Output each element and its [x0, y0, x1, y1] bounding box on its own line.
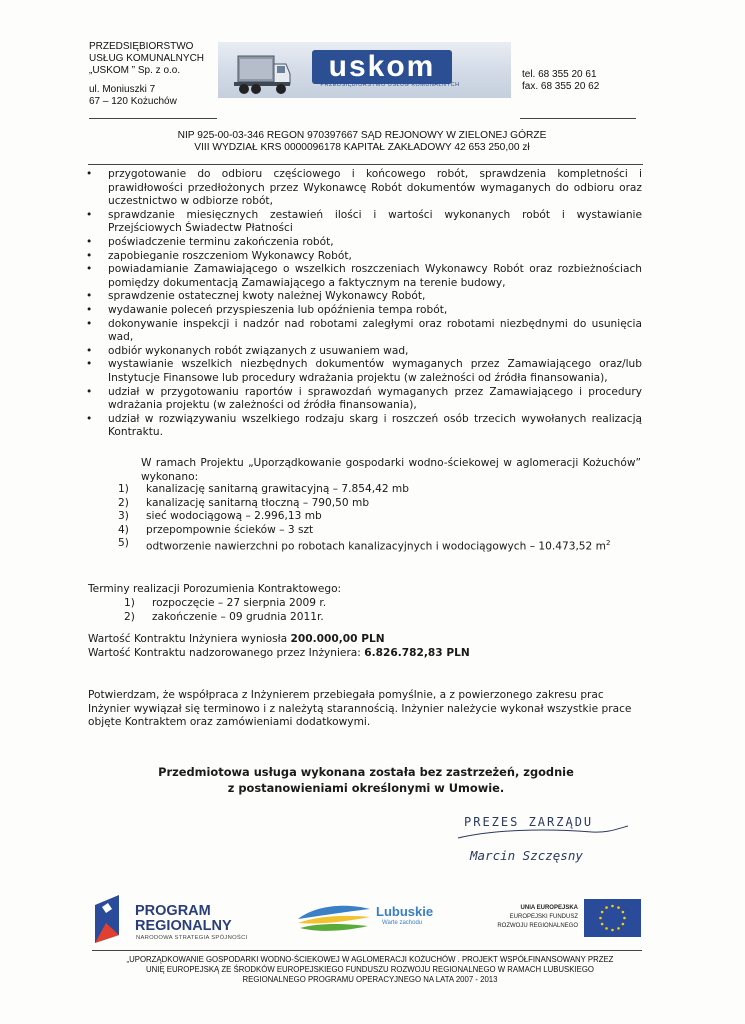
project-intro: W ramach Projektu „Uporządkowanie gospodarki wodno-ściekowej w aglomeracji Kożuchów” wykonano:	[141, 457, 641, 483]
footer-line: „UPORZĄDKOWANIE GOSPODARKI WODNO-ŚCIEKOWEJ W AGLOMERACJI KOŻUCHÓW . PROJEKT WSPÓŁFINANSOWANY PRZEZ	[126, 955, 614, 964]
header-rule-right	[520, 118, 636, 119]
list-item: • poświadczenie terminu zakończenia robót,	[84, 236, 642, 250]
list-item: • udział w rozwiązywaniu wszelkiego rodzaju skarg i roszczeń osób trzecich wywołanych realizacją Kontraktu.	[84, 413, 642, 440]
lubuskie-logo-subtitle: Warte zachodu	[382, 920, 423, 926]
list-item: • dokonywanie inspekcji i nadzór nad robotami zaległymi oraz robotami niezbędnymi do usunięcia wad,	[84, 318, 642, 345]
lubuskie-logo-icon	[296, 899, 372, 939]
address-city: 67 – 120 Kożuchów	[89, 96, 177, 107]
unit-superscript: 2	[605, 539, 611, 548]
program-regional-logo	[135, 904, 232, 934]
value-amount: 6.826.782,83 PLN	[364, 647, 470, 659]
registry-line: VIII WYDZIAŁ KRS 0000096178 KAPITAŁ ZAKŁADOWY 42 653 250,00 zł	[194, 142, 530, 153]
list-item: 4) przepompownie ścieków – 3 szt	[118, 523, 314, 536]
company-phone: tel. 68 355 20 61	[522, 69, 597, 80]
footer-separator	[92, 950, 642, 951]
project-works-list	[118, 483, 648, 555]
value-label: Wartość Kontraktu nadzorowanego przez Inżyniera:	[88, 647, 365, 659]
company-address	[89, 84, 177, 108]
company-name-line: „USKOM ” Sp. z o.o.	[89, 65, 181, 76]
president-name: Marcin Szczęsny	[470, 848, 583, 863]
president-stamp: PREZES ZARZĄDU	[464, 815, 594, 829]
eu-flag-icon	[584, 899, 641, 937]
list-item: 2) kanalizację sanitarną tłoczną – 790,50 mb	[118, 496, 370, 509]
value-label: Wartość Kontraktu Inżyniera wyniosła	[88, 633, 291, 645]
supervised-contract-value	[88, 647, 470, 661]
program-logo-subtitle: NARODOWA STRATEGIA SPÓJNOŚCI	[136, 935, 248, 941]
confirmation-paragraph: Potwierdzam, że współpraca z Inżynierem przebiegała pomyślnie, a z powierzonego zakresu prac Inżynier wywiązał się terminowo i z należytą starannością. Inżynier należycie wykonał wszystkie prace objęte Kontraktem oraz zamówieniami dodatkowymi.	[88, 689, 632, 729]
registry-line: NIP 925-00-03-346 REGON 970397667 SĄD REJONOWY W ZIELONEJ GÓRZE	[177, 130, 547, 141]
terms-heading: Terminy realizacji Porozumienia Kontraktowego:	[88, 583, 342, 595]
list-item: • zapobieganie roszczeniom Wykonawcy Robót,	[84, 250, 642, 264]
uskom-logo-subtitle: PRZEDSIĘBIORSTWO USŁUG KOMUNALNYCH	[320, 82, 460, 88]
signature-scribble	[452, 820, 632, 844]
lubuskie-logo-text: Lubuskie	[376, 904, 434, 919]
list-item: • sprawdzanie miesięcznych zestawień ilości i wartości wykonanych robót i wystawianie Przejściowych Świadectw Płatności	[84, 209, 642, 236]
company-name-line: USŁUG KOMUNALNYCH	[89, 53, 205, 64]
footer-line: UNIĘ EUROPEJSKĄ ZE ŚRODKÓW EUROPEJSKIEGO FUNDUSZU ROZWOJU REGIONALNEGO W RAMACH LUBUSKIEGO	[146, 965, 594, 974]
list-item: 2) zakończenie – 09 grudnia 2011r.	[124, 610, 324, 623]
final-statement	[100, 764, 632, 796]
value-amount: 200.000,00 PLN	[290, 633, 385, 645]
list-item: • wystawianie wszelkich niezbędnych dokumentów wymaganych przez Zamawiającego oraz/lub Instytucje Finansowe lub procedury wdrażania projektu (w zależności od źródła finansowania),	[84, 358, 642, 385]
list-item: • odbiór wykonanych robót związanych z usuwaniem wad,	[84, 345, 642, 359]
program-logo-line: REGIONALNY	[135, 918, 232, 934]
footer-line: REGIONALNEGO PROGRAMU OPERACYJNEGO NA LATA 2007 - 2013	[242, 975, 498, 984]
company-fax: fax. 68 355 20 62	[522, 81, 600, 92]
statement-line: z postanowieniami określonymi w Umowie.	[227, 781, 505, 795]
company-name-line: PRZEDSIĘBIORSTWO	[89, 41, 194, 52]
list-item: • sprawdzenie ostatecznej kwoty należnej Wykonawcy Robót,	[84, 290, 642, 304]
list-item: 1) kanalizację sanitarną grawitacyjną – 7.854,42 mb	[118, 483, 409, 495]
engineer-duties-list	[84, 168, 642, 440]
engineer-contract-value	[88, 633, 385, 647]
statement-line: Przedmiotowa usługa wykonana została bez zastrzeżeń, zgodnie	[158, 765, 574, 779]
list-item: • przygotowanie do odbioru częściowego i końcowego robót, sprawdzenia kompletności i prawidłowości przedłożonych przez Wykonawcę Robót dokumentów wymaganych do odbioru oraz uczestnictwo w odbiorze robót,	[84, 168, 642, 209]
company-contact	[522, 69, 599, 93]
list-item: • wydawanie poleceń przyspieszenia lub opóźnienia tempa robót,	[84, 304, 642, 318]
header-rule-left	[89, 118, 217, 119]
eu-fund-line: EUROPEJSKI FUNDUSZ	[509, 914, 578, 920]
header-separator	[88, 164, 643, 165]
list-item: • powiadamianie Zamawiającego o wszelkich roszczeniach Wykonawcy Robót oraz rozbieżnościach pomiędzy dokumentacją Zamawiającego a faktycznym na terenie budowy,	[84, 263, 642, 290]
eu-title: UNIA EUROPEJSKA	[520, 905, 578, 911]
company-name	[89, 41, 204, 77]
address-street: ul. Moniuszki 7	[89, 84, 156, 95]
list-item: • udział w przygotowaniu raportów i sprawozdań wymaganych przez Zamawiającego i procedury wdrażania projektu (w zależności od źródła finansowania),	[84, 386, 642, 413]
terms-list	[124, 597, 524, 624]
project-footer	[70, 955, 670, 985]
list-item: 1) rozpoczęcie – 27 sierpnia 2009 r.	[124, 597, 327, 609]
list-item: 5) odtworzenie nawierzchni po robotach kanalizacyjnych i wodociągowych – 10.473,52 $m^2$	[118, 537, 611, 553]
eu-fund-line: ROZWOJU REGIONALNEGO	[497, 923, 578, 929]
uskom-logo-text: uskom	[312, 50, 452, 84]
garbage-truck-icon	[228, 52, 292, 96]
program-regional-emblem-icon	[92, 893, 122, 945]
company-registry	[88, 130, 636, 154]
program-logo-line: PROGRAM	[135, 903, 211, 919]
list-item: 3) sieć wodociągową – 2.996,13 mb	[118, 510, 322, 523]
eu-label	[490, 904, 578, 931]
